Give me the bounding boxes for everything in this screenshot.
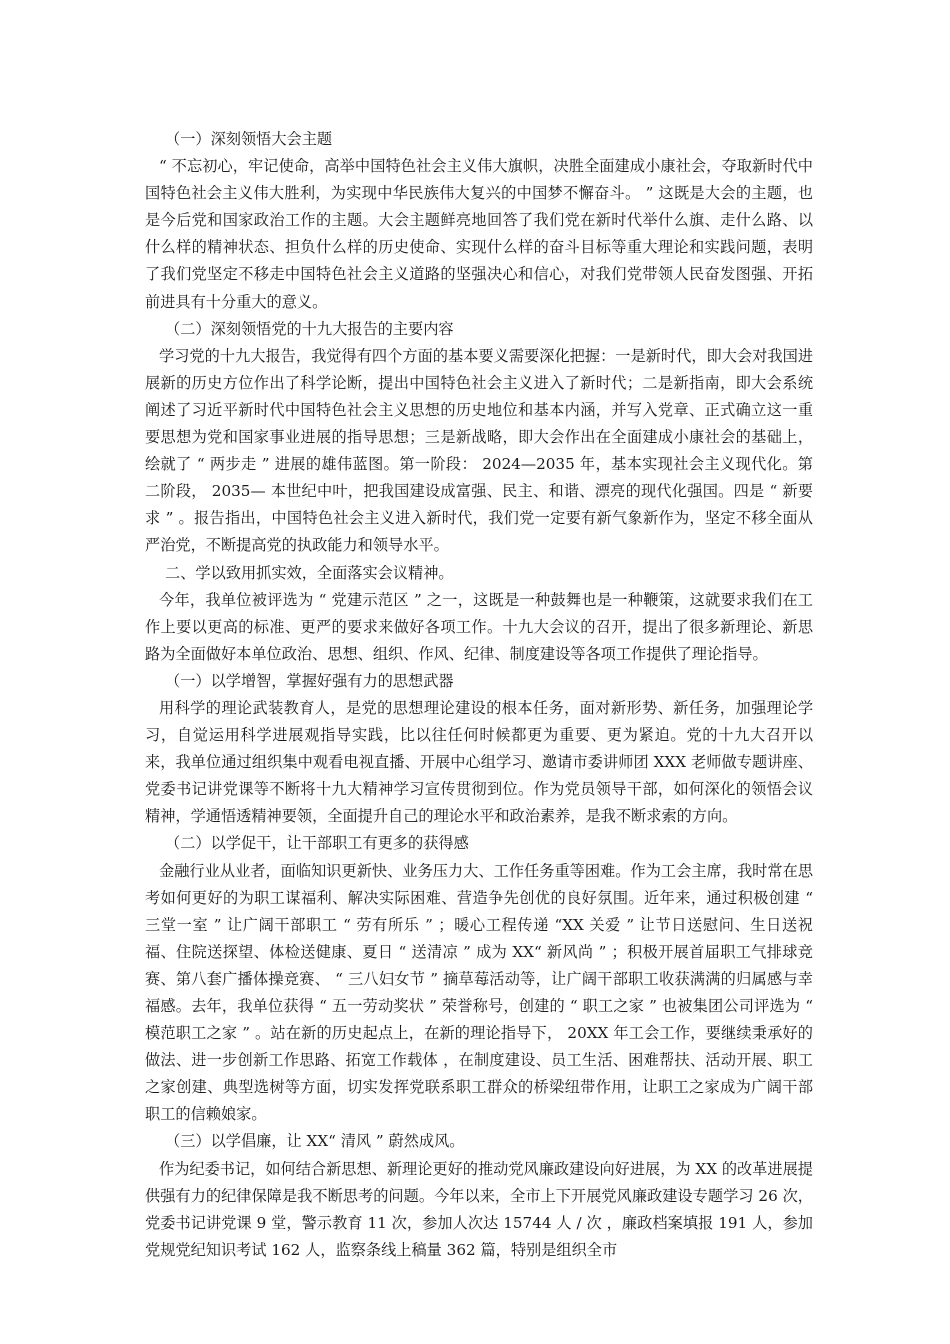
section-heading-5: （二）以学促干，让干部职工有更多的获得感	[165, 834, 469, 853]
document-page	[145, 126, 813, 1264]
paragraph-3: 今年，我单位被评选为 “ 党建示范区 ” 之一，这既是一种鼓舞也是一种鞭策，这就要求我们在工作上要以更高的标准、更严的要求来做好各项工作。十九大会议的召开，提出了很多新理论、新思路为全面做好本单位政治、思想、组织、作风、纪律、制度建设等各项工作提供了理论指导。	[145, 590, 813, 663]
paragraph-4: 用科学的理论武装教育人，是党的思想理论建设的根本任务，面对新形势、新任务，加强理论学习，自觉运用科学进展观指导实践，比以往任何时候都更为重要、更为紧迫。党的十九大召开以来，我单位通过组织集中观看电视直播、开展中心组学习、邀请市委讲师团 XXX 老师做专题讲座、党委书记讲党课等不断将十九大精神学习宣传贯彻到位。作为党员领导干部，如何深化的领悟会议精神，学通悟透精神要领，全面提升自己的理论水平和政治素养，是我不断求索的方向。	[145, 698, 813, 826]
paragraph-1: “ 不忘初心，牢记使命，高举中国特色社会主义伟大旗帜，决胜全面建成小康社会，夺取新时代中国特色社会主义伟大胜利，为实现中华民族伟大复兴的中国梦不懈奋斗。 ” 这既是大会的主题，也是今后党和国家政治工作的主题。大会主题鲜亮地回答了我们党在新时代举什么旗、走什么路、以什么样的精神状态、担负什么样的历史使命、实现什么样的奋斗目标等重大理论和实践问题，表明了我们党坚定不移走中国特色社会主义道路的坚强决心和信心，对我们党带领人民奋发图强、开拓前进具有十分重大的意义。	[145, 157, 813, 311]
section-heading-6: （三）以学倡廉，让 XX“ 清风 ” 蔚然成风。	[165, 1132, 465, 1151]
section-heading-3: 二、学以致用抓实效，全面落实会议精神。	[165, 563, 454, 582]
section-heading-1: （一）深刻领悟大会主题	[165, 130, 333, 148]
section-heading-2: （二）深刻领悟党的十九大报告的主要内容	[165, 319, 454, 338]
paragraph-5: 金融行业从业者，面临知识更新快、业务压力大、工作任务重等困难。作为工会主席，我时常在思考如何更好的为职工谋福利、解决实际困难、营造争先创优的良好氛围。近年来，通过积极创建 “ 三堂一室 ” 让广阔干部职工 “ 劳有所乐 ” ；暖心工程传递 “XX 关爱 ” 让节日送慰问、生日送祝福、住院送探望、体检送健康、夏日 “ 送清凉 ” 成为 XX“ 新风尚 ” ；积极开展首届职工气排球竞赛、第八套广播体操竞赛、 “ 三八妇女节 ” 摘草莓活动等，让广阔干部职工收获满满的归属感与幸福感。去年，我单位获得 “ 五一劳动奖状 ” 荣誉称号，创建的 “ 职工之家 ” 也被集团公司评选为 “ 模范职工之家 ” 。站在新的历史起点上，在新的理论指导下， 20XX 年工会工作，要继续秉承好的做法、进一步创新工作思路、拓宽工作载体 ，在制度建设、员工生活、困难帮扶、活动开展、职工之家创建、典型选树等方面，切实发挥党联系职工群众的桥梁纽带作用，让职工之家成为广阔干部职工的信赖娘家。	[145, 861, 813, 1124]
section-heading-4: （一）以学增智，掌握好强有力的思想武器	[165, 671, 454, 690]
paragraph-6: 作为纪委书记，如何结合新思想、新理论更好的推动党风廉政建设向好进展，为 XX 的改革进展提供强有力的纪律保障是我不断思考的问题。今年以来，全市上下开展党风廉政建设专题学习 26 次，党委书记讲党课 9 堂，警示教育 11 次，参加人次达 15744 人 / 次 ，廉政档案填报 191 人，参加党规党纪知识考试 162 人，监察条线上稿量 362 篇，特别是组织全市	[145, 1159, 813, 1259]
paragraph-2: 学习党的十九大报告，我觉得有四个方面的基本要义需要深化把握：一是新时代，即大会对我国进展新的历史方位作出了科学论断，提出中国特色社会主义进入了新时代；二是新指南，即大会系统阐述了习近平新时代中国特色社会主义思想的历史地位和基本内涵，并写入党章、正式确立这一重要思想为党和国家事业进展的指导思想；三是新战略，即大会作出在全面建成小康社会的基础上，绘就了 “ 两步走 ” 进展的雄伟蓝图。第一阶段： 2024—2035 年，基本实现社会主义现代化。第二阶段， 2035— 本世纪中叶，把我国建设成富强、民主、和谐、漂亮的现代化强国。四是 “ 新要求 ” 。报告指出，中国特色社会主义进入新时代，我们党一定要有新气象新作为，坚定不移全面从严治党，不断提高党的执政能力和领导水平。	[145, 346, 813, 555]
